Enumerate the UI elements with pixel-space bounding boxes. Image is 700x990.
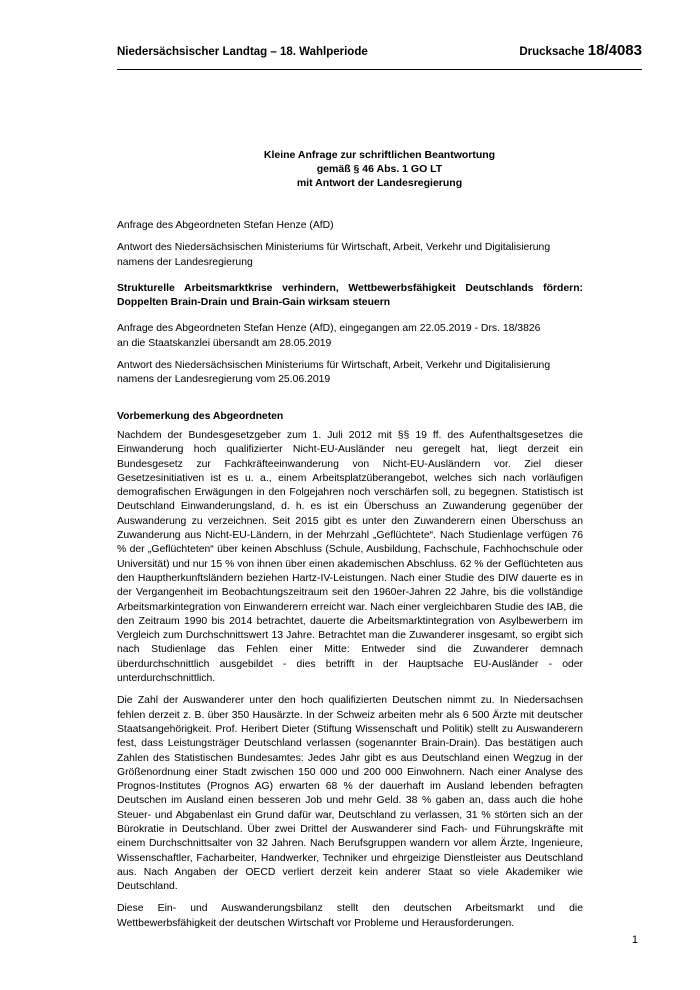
inquiry-subject: Strukturelle Arbeitsmarktkrise verhindern, Wettbewerbsfähigkeit Deutschlands fördern: Doppelten Brain-Drain und Brain-Gain wirksam steuern	[117, 282, 583, 309]
answer-date: Antwort des Niedersächsischen Ministeriums für Wirtschaft, Arbeit, Verkehr und Digitalisierung namens der Landesregierung vom 25.06.2019	[117, 360, 551, 386]
body-paragraph: Die Zahl der Auswanderer unter den hoch qualifizierten Deutschen nimmt zu. In Niedersachsen fehlen derzeit z. B. über 350 Hausärzte. In der Schweiz arbeiten mehr als 6 500 Ärzte mit deutscher Staatsangehörigkeit. Prof. Heribert Dieter (Stiftung Wissenschaft und Politik) stellt zu Auswanderern fest, dass Leistungsträger Deutschland verlassen (sogenannter Brain-Drain). Das bestätigen auch Zahlen des Statistischen Bundesamtes: Jedes Jahr gibt es aus Deutschland einen Wegzug in der Größenordnung einer Stadt zwischen 150 000 und 200 000 Einwohnern. Nach einer Analyse des Prognos-Institutes (Prognos AG) erwarten 68 % der dauerhaft im Ausland lebenden befragten Deutschen im Ausland einen besseren Job und mehr Geld. 38 % gaben an, dass auch die hohe Steuer- und Abgabenlast ein Grund dafür war, Deutschland zu verlassen, 31 % störten sich an der Bürokratie in Deutschland. Über zwei Drittel der Auswanderer sind Fach- und Führungskräfte mit einem Durchschnittsalter von 32 Jahren. Nach Berufsgruppen wandern vor allem Ärzte, Ingenieure, Wissenschaftler, Facharbeiter, Handwerker, Techniker und ehrgeizige Dienstleister aus Deutschland aus. Nach Angaben der OECD verliert derzeit kein anderer Staat so viele Akademiker wie Deutschland.	[117, 695, 583, 893]
inquiry-dates	[117, 322, 583, 351]
document-number-value: 18/4083	[587, 42, 642, 59]
body-paragraph: Diese Ein- und Auswanderungsbilanz stellt den deutschen Arbeitsmarkt und die Wettbewerbsfähigkeit der deutschen Wirtschaft vor Probleme und Herausforderungen.	[117, 903, 583, 929]
title-line-2: gemäß § 46 Abs. 1 GO LT	[316, 163, 443, 175]
header-divider	[117, 69, 642, 70]
title-line-1: Kleine Anfrage zur schriftlichen Beantwortung	[263, 149, 496, 161]
document-title	[117, 148, 642, 190]
title-line-3: mit Antwort der Landesregierung	[296, 177, 463, 189]
inquiry-author: Anfrage des Abgeordneten Stefan Henze (AfD)	[117, 220, 334, 231]
inquiry-forwarded: an die Staatskanzlei übersandt am 28.05.2019	[117, 337, 332, 349]
document-number-label: Drucksache	[519, 46, 588, 58]
document-number	[519, 42, 642, 60]
parliament-label: Niedersächsischer Landtag – 18. Wahlperiode	[117, 46, 368, 58]
page-header	[117, 42, 642, 64]
inquiry-received: Anfrage des Abgeordneten Stefan Henze (AfD), eingegangen am 22.05.2019 - Drs. 18/3826	[117, 323, 541, 335]
document-body	[117, 219, 583, 939]
spacer	[117, 396, 583, 410]
page-number: 1	[631, 934, 638, 946]
section-heading: Vorbemerkung des Abgeordneten	[117, 410, 284, 422]
body-paragraph: Nachdem der Bundesgesetzgeber zum 1. Juli 2012 mit §§ 19 ff. des Aufenthaltsgesetzes die Einwanderung hoch qualifizierter Nicht-EU-Ausländer neu geregelt hat, liegt derzeit ein Bundesgesetz zur Fachkräfteeinwanderung von Nicht-EU-Ausländern vor. Ziel dieser Gesetzesinitiativen ist es u. a., einem Arbeitsplatzüberangebot, welches sich nach vorläufigen demografischen Erwägungen in den Folgejahren noch verschärfen soll, zu begegnen. Statistisch ist Deutschland Einwanderungsland, d. h. es ist ein Überschuss an Zuwanderung gegenüber der Auswanderung zu verzeichnen. Seit 2015 gibt es unter den Zuwanderern einen Überschuss an Zuwanderung aus Nicht-EU-Ländern, in der Mehrzahl „Geflüchtete“. Nach Studienlage verfügen 76 % der „Geflüchteten“ über keinen Abschluss (Schule, Ausbildung, Fachschule, Fachhochschule oder Universität) und nur 15 % von ihnen über einen akademischen Abschluss. 62 % der Geflüchteten aus den Hauptherkunftsländern beziehen Hartz-IV-Leistungen. Nach einer Studie des DIW dauerte es in der Vergangenheit im Beobachtungszeitraum seit den 1960er-Jahren 22 Jahre, bis die vollständige Arbeitsmarkintegration von Einwanderern erreicht war. Nach einer vergleichbaren Studie des IAB, die den Zeitraum 1990 bis 2014 betrachtet, dauerte die Arbeitsmarktintegration von Asylbewerbern im Vergleich zum Durchschnittswert 13 Jahre. Betrachtet man die Zuwanderer insgesamt, so ergibt sich nach Studienlage das Fehlen einer Mitte: Entweder sind die Zuwanderer demnach überdurchschnittlich ausgebildet - dies betrifft in der Hauptsache EU-Ausländer - oder unterdurchschnittlich.	[117, 429, 583, 685]
answering-ministry: Antwort des Niedersächsischen Ministeriums für Wirtschaft, Arbeit, Verkehr und Digitalisierung namens der Landesregierung	[117, 242, 551, 268]
